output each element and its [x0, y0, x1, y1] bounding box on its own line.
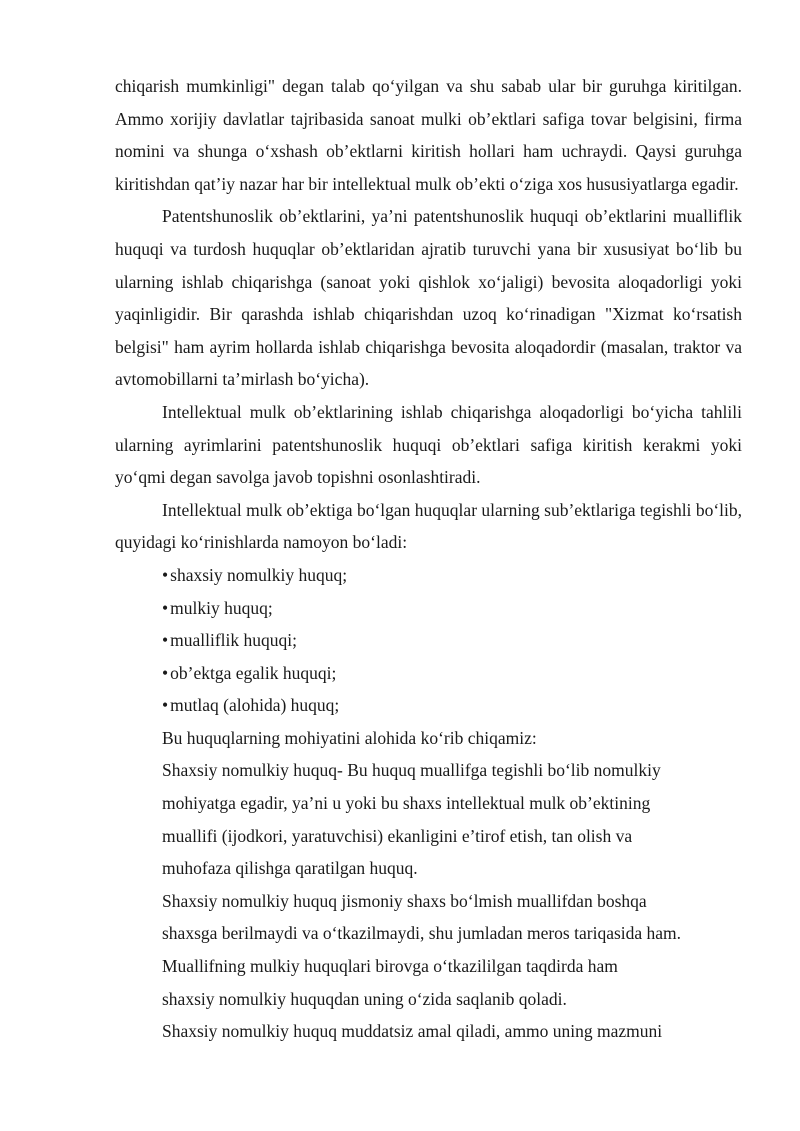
text-block-retained-rights	[115, 950, 742, 1015]
list-item-text: mualliflik huquqi;	[170, 630, 298, 651]
paragraph: Intellektual mulk ob’ektlarining ishlab chiqarishga aloqadorligi bo‘yicha tahlili ularning ayrimlarini patentshunoslik huquqi ob’ektlari safiga kiritish kerakmi yoki yo‘qmi degan savolga javob topishni osonlashtiradi.	[115, 401, 742, 488]
bullet-icon: •	[162, 564, 169, 585]
intro-line: Bu huquqlarning mohiyatini alohida ko‘rib chiqamiz:	[162, 727, 537, 748]
text-line: Shaxsiy nomulkiy huquq jismoniy shaxs bo‘lmish muallifdan boshqa	[162, 890, 647, 911]
text-block-personal-rights	[115, 754, 742, 884]
text-line: mohiyatga egadir, ya’ni u yoki bu shaxs intellektual mulk ob’ektining	[162, 793, 651, 814]
list-item	[162, 689, 742, 722]
list-item	[162, 592, 742, 625]
bullet-icon: •	[162, 597, 169, 618]
paragraph: Intellektual mulk ob’ektiga bo‘lgan huquqlar ularning sub’ektlariga tegishli bo‘lib, quyidagi ko‘rinishlarda namoyon bo‘ladi:	[115, 499, 742, 553]
text-line: muallifi (ijodkori, yaratuvchisi) ekanligini e’tirof etish, tan olish va	[162, 825, 633, 846]
list-item-text: ob’ektga egalik huquqi;	[170, 662, 337, 683]
bullet-icon: •	[162, 695, 169, 716]
list-item-text: shaxsiy nomulkiy huquq;	[170, 564, 348, 585]
text-line: Muallifning mulkiy huquqlari birovga o‘tkazililgan taqdirda ham	[162, 956, 618, 977]
text-line: shaxsiy nomulkiy huquqdan uning o‘zida saqlanib qoladi.	[162, 988, 567, 1009]
text-line: shaxsga berilmaydi va o‘tkazilmaydi, shu jumladan meros tariqasida ham.	[162, 923, 682, 944]
bullet-icon: •	[162, 630, 169, 651]
text-block-non-transferable	[115, 885, 742, 950]
list-item-text: mutlaq (alohida) huquq;	[170, 695, 340, 716]
rights-list	[115, 559, 742, 722]
bullet-icon: •	[162, 662, 169, 683]
list-item	[162, 657, 742, 690]
text-line: Shaxsiy nomulkiy huquq muddatsiz amal qiladi, ammo uning mazmuni	[162, 1021, 663, 1042]
text-line: muhofaza qilishga qaratilgan huquq.	[162, 858, 418, 879]
paragraph: chiqarish mumkinligi" degan talab qo‘yilgan va shu sabab ular bir guruhga kiritilgan. Ammo xorijiy davlatlar tajribasida sanoat mulki ob’ektlari safiga tovar belgisini, firma nomini va shunga o‘xshash ob’ektlarni kiritish hollari ham uchraydi. Qaysi guruhga kiritishdan qat’iy nazar har bir intellektual mulk ob’ekti o‘ziga xos hususiyatlarga egadir.	[115, 76, 742, 194]
text-line: Shaxsiy nomulkiy huquq- Bu huquq muallifga tegishli bo‘lib nomulkiy	[162, 760, 661, 781]
list-item	[162, 559, 742, 592]
paragraph: Patentshunoslik ob’ektlarini, ya’ni patentshunoslik huquqi ob’ektlarini mualliflik huquqi va turdosh huquqlar ob’ektlaridan ajratib turuvchi yana bir xususiyat bo‘lib bu ularning ishlab chiqarishga (sanoat yoki qishlok xo‘jaligi) bevosita aloqadorligi yoki yaqinligidir. Bir qarashda ishlab chiqarishdan uzoq ko‘rinadigan "Xizmat ko‘rsatish belgisi" ham ayrim hollarda ishlab chiqarishga bevosita aloqadordir (masalan, traktor va avtomobillarni ta’mirlash bo‘yicha).	[115, 206, 742, 390]
list-item	[162, 624, 742, 657]
list-item-text: mulkiy huquq;	[170, 597, 273, 618]
text-block-duration	[115, 1015, 742, 1048]
